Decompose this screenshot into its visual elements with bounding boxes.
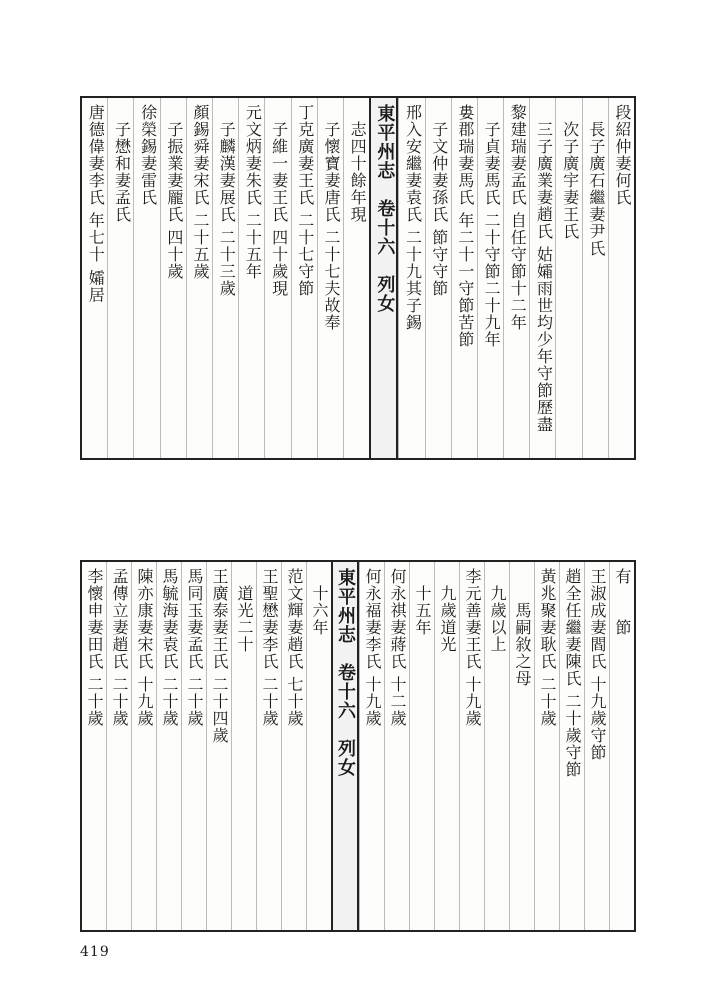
top-text-column: 子振業妻龎氏 四十歲	[160, 98, 186, 458]
page-number: 419	[80, 944, 110, 960]
top-text-column: 婁郡瑞妻馬氏 年二十一守節苦節	[451, 98, 477, 458]
top-text-column: 元文炳妻朱氏 二十五年	[238, 98, 264, 458]
bottom-text-column: 何永祺妻蔣氏 十二歲	[384, 562, 409, 930]
bottom-text-column: 馬嗣敘之母	[509, 562, 534, 930]
bottom-text-column: 道光二十	[231, 562, 256, 930]
bottom-text-column: 馬同玉妻孟氏 二十歲	[181, 562, 206, 930]
bottom-text-column: 黃兆聚妻耿氏 二十歲	[534, 562, 559, 930]
top-text-column: 子文仲妻孫氏 節守守節	[425, 98, 451, 458]
bottom-text-column: 王聖懋妻李氏 二十歲	[256, 562, 281, 930]
top-text-column: 三子廣業妻趙氏 姑孀雨世均少年守節歷盡	[529, 98, 555, 458]
top-text-column: 長子廣石繼妻尹氏	[582, 98, 608, 458]
bottom-text-column: 十六年	[306, 562, 331, 930]
bottom-text-column: 孟傳立妻趙氏 二十歲	[106, 562, 131, 930]
bottom-text-column: 東平州志 卷十六 列女	[331, 562, 359, 930]
top-text-column: 丁克廣妻王氏 二十七守節	[291, 98, 317, 458]
bottom-text-column: 趙全任繼妻陳氏 二十歲守節	[559, 562, 584, 930]
top-text-column: 徐榮錫妻雷氏	[133, 98, 159, 458]
top-text-column: 黎建瑞妻孟氏 自任守節十二年	[503, 98, 529, 458]
bottom-text-column: 陳亦康妻宋氏 十九歲	[131, 562, 156, 930]
bottom-text-column: 范文輝妻趙氏 七十歲	[281, 562, 306, 930]
top-text-column: 唐德偉妻李氏 年七十 孀居	[86, 104, 106, 304]
bottom-text-column: 何永福妻李氏 十九歲	[359, 562, 384, 930]
top-text-column: 顏錫舜妻宋氏 二十五歲	[186, 98, 212, 458]
bottom-text-column: 九歲以上	[484, 562, 509, 930]
bottom-text-column: 十五年	[409, 562, 434, 930]
top-text-column: 東平州志 卷十六 列女	[369, 98, 398, 458]
top-text-column: 次子廣宇妻王氏	[555, 98, 581, 458]
top-text-block	[80, 96, 636, 460]
bottom-text-column: 馬毓海妻袁氏 二十歲	[156, 562, 181, 930]
bottom-text-column: 九歲道光	[434, 562, 459, 930]
bottom-text-block	[80, 560, 636, 932]
bottom-text-column: 王廣泰妻王氏 二十四歲	[206, 562, 231, 930]
top-text-column: 子維一妻王氏 四十歲現	[264, 98, 290, 458]
top-text-column: 子懷寶妻唐氏 二十七夫故奉	[317, 98, 343, 458]
bottom-text-column: 王淑成妻閻氏 十九歲守節	[584, 562, 609, 930]
bottom-text-column: 李懷申妻田氏 二十歲	[85, 568, 104, 728]
top-text-column: 邢入安繼妻袁氏 二十九其子錫	[398, 98, 424, 458]
top-columns	[82, 98, 634, 458]
bottom-text-column: 有 節	[609, 562, 634, 930]
top-text-column: 子貞妻馬氏 二十守節二十九年	[477, 98, 503, 458]
top-text-column: 子懋和妻孟氏	[107, 98, 133, 458]
top-text-column: 志四十餘年現	[343, 98, 369, 458]
bottom-columns	[82, 562, 634, 930]
bottom-text-column: 李元善妻王氏 十九歲	[459, 562, 484, 930]
top-text-column: 子麟漢妻展氏 二十三歲	[212, 98, 238, 458]
top-text-column: 段紹仲妻何氏	[608, 98, 634, 458]
